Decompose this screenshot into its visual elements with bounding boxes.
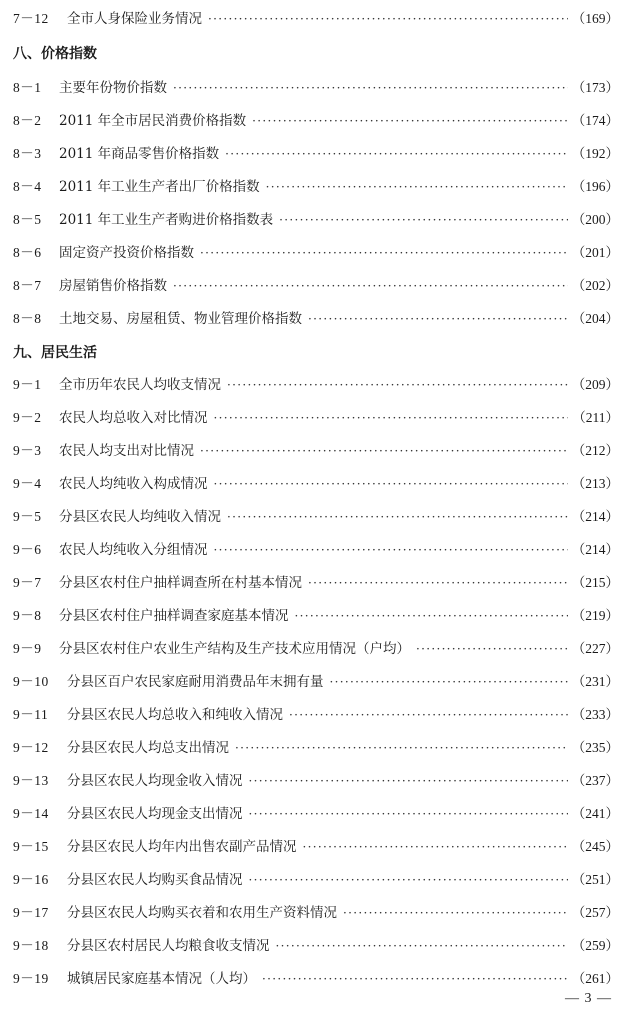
entry-page: （196） — [571, 179, 619, 194]
entry-title: 2011 年商品零售价格指数 — [59, 146, 220, 162]
entry-title: 房屋销售价格指数 — [59, 278, 167, 294]
dot-leader — [308, 572, 568, 594]
entry-title: 固定资产投资价格指数 — [59, 245, 194, 261]
dot-leader — [225, 143, 568, 165]
toc-entry[interactable] — [13, 539, 619, 561]
entry-title: 分县区农村住户抽样调查所在村基本情况 — [59, 575, 302, 591]
entry-page: （235） — [571, 740, 619, 755]
entry-page: （213） — [571, 476, 619, 491]
entry-title: 分县区农村居民人均粮食收支情况 — [67, 938, 270, 954]
entry-title: 2011 年工业生产者购进价格指数表 — [59, 212, 274, 228]
entry-number: 9－13 — [13, 773, 49, 788]
entry-page: （209） — [571, 377, 619, 392]
entry-page: （257） — [571, 905, 619, 920]
toc-entry[interactable] — [13, 110, 619, 132]
dot-leader — [200, 440, 568, 462]
entry-page: （192） — [571, 146, 619, 161]
dot-leader — [416, 638, 568, 660]
entry-title: 城镇居民家庭基本情况（人均） — [67, 971, 256, 987]
toc-entry[interactable] — [13, 506, 619, 528]
section-heading-resident-life: 九、居民生活 — [13, 345, 97, 361]
dot-leader — [249, 770, 568, 792]
entry-title: 2011 年工业生产者出厂价格指数 — [59, 179, 260, 195]
entry-number: 8－1 — [13, 80, 42, 95]
dot-leader — [208, 8, 568, 30]
entry-title: 分县区百户农民家庭耐用消费品年末拥有量 — [67, 674, 324, 690]
entry-number: 8－5 — [13, 212, 42, 227]
entry-page: （241） — [571, 806, 619, 821]
entry-title: 全市历年农民人均收支情况 — [59, 377, 221, 393]
entry-number: 9－12 — [13, 740, 49, 755]
entry-number: 8－2 — [13, 113, 42, 128]
entry-title: 分县区农民人均现金收入情况 — [67, 773, 243, 789]
toc-entry[interactable] — [13, 143, 619, 165]
toc-entry[interactable] — [13, 968, 619, 990]
toc-entry[interactable] — [13, 836, 619, 858]
entry-title: 农民人均纯收入分组情况 — [59, 542, 208, 558]
toc-entry[interactable] — [13, 308, 619, 330]
dot-leader — [173, 77, 568, 99]
toc-entry[interactable] — [13, 638, 619, 660]
toc-entry[interactable] — [13, 671, 619, 693]
entry-title: 分县区农民人均总支出情况 — [67, 740, 229, 756]
entry-number: 9－17 — [13, 905, 49, 920]
dot-leader — [173, 275, 568, 297]
toc-entry[interactable] — [13, 374, 619, 396]
entry-number: 9－19 — [13, 971, 49, 986]
entry-page: （245） — [571, 839, 619, 854]
toc-entry[interactable] — [13, 407, 619, 429]
entry-page: （261） — [571, 971, 619, 986]
entry-title: 农民人均纯收入构成情况 — [59, 476, 208, 492]
dot-leader — [266, 176, 568, 198]
toc-entry[interactable] — [13, 242, 619, 264]
dot-leader — [262, 968, 568, 990]
dot-leader — [200, 242, 568, 264]
entry-number: 9－3 — [13, 443, 42, 458]
entry-page: （211） — [572, 410, 619, 425]
dot-leader — [227, 374, 568, 396]
section-heading-price-index: 八、价格指数 — [13, 46, 97, 62]
entry-page: （174） — [571, 113, 619, 128]
entry-number: 9－5 — [13, 509, 42, 524]
entry-title: 土地交易、房屋租赁、物业管理价格指数 — [59, 311, 302, 327]
toc-entry[interactable] — [13, 77, 619, 99]
entry-page: （233） — [571, 707, 619, 722]
entry-page: （219） — [571, 608, 619, 623]
entry-page: （200） — [571, 212, 619, 227]
entry-title: 农民人均支出对比情况 — [59, 443, 194, 459]
entry-page: （202） — [571, 278, 619, 293]
toc-entry[interactable] — [13, 803, 619, 825]
entry-page: （215） — [571, 575, 619, 590]
dot-leader — [279, 209, 568, 231]
toc-entry[interactable] — [13, 275, 619, 297]
entry-page: （204） — [571, 311, 619, 326]
entry-page: （227） — [571, 641, 619, 656]
entry-number: 9－6 — [13, 542, 42, 557]
toc-entry[interactable] — [13, 605, 619, 627]
entry-number: 9－16 — [13, 872, 49, 887]
entry-number: 9－15 — [13, 839, 49, 854]
entry-number: 8－4 — [13, 179, 42, 194]
entry-number: 8－7 — [13, 278, 42, 293]
dot-leader — [249, 803, 568, 825]
page-number: — 3 — — [565, 991, 612, 1006]
entry-title: 全市人身保险业务情况 — [67, 11, 202, 27]
entry-page: （214） — [571, 542, 619, 557]
dot-leader — [249, 869, 568, 891]
dot-leader — [295, 605, 568, 627]
entry-title: 主要年份物价指数 — [59, 80, 167, 96]
entry-title: 2011 年全市居民消费价格指数 — [59, 113, 247, 129]
toc-entry[interactable] — [13, 704, 619, 726]
dot-leader — [227, 506, 568, 528]
entry-number: 9－2 — [13, 410, 42, 425]
dot-leader — [343, 902, 568, 924]
dot-leader — [276, 935, 568, 957]
entry-number: 8－8 — [13, 311, 42, 326]
entry-page: （237） — [571, 773, 619, 788]
entry-number: 8－6 — [13, 245, 42, 260]
entry-number: 7－12 — [13, 11, 49, 26]
entry-page: （259） — [571, 938, 619, 953]
toc-entry[interactable] — [13, 935, 619, 957]
entry-page: （169） — [571, 11, 619, 26]
toc-entry[interactable] — [13, 572, 619, 594]
entry-title: 分县区农民人均纯收入情况 — [59, 509, 221, 525]
entry-title: 分县区农民人均现金支出情况 — [67, 806, 243, 822]
entry-title: 农民人均总收入对比情况 — [59, 410, 208, 426]
entry-number: 9－9 — [13, 641, 42, 656]
dot-leader — [214, 539, 568, 561]
dot-leader — [289, 704, 568, 726]
dot-leader — [308, 308, 568, 330]
entry-number: 9－14 — [13, 806, 49, 821]
entry-page: （231） — [571, 674, 619, 689]
dot-leader — [330, 671, 568, 693]
entry-page: （251） — [571, 872, 619, 887]
entry-number: 9－11 — [13, 707, 49, 722]
entry-title: 分县区农民人均年内出售农副产品情况 — [67, 839, 297, 855]
entry-page: （173） — [571, 80, 619, 95]
toc-entry[interactable] — [13, 209, 619, 231]
entry-number: 8－3 — [13, 146, 42, 161]
entry-number: 9－10 — [13, 674, 49, 689]
dot-leader — [252, 110, 568, 132]
entry-page: （212） — [571, 443, 619, 458]
entry-number: 9－4 — [13, 476, 42, 491]
entry-title: 分县区农民人均总收入和纯收入情况 — [67, 707, 283, 723]
entry-title: 分县区农村住户农业生产结构及生产技术应用情况（户均） — [59, 641, 410, 657]
entry-title: 分县区农村住户抽样调查家庭基本情况 — [59, 608, 289, 624]
entry-page: （214） — [571, 509, 619, 524]
toc-entry[interactable] — [13, 902, 619, 924]
dot-leader — [303, 836, 568, 858]
toc-entry[interactable] — [13, 869, 619, 891]
dot-leader — [214, 407, 569, 429]
toc-entry[interactable] — [13, 737, 619, 759]
toc-entry[interactable] — [13, 770, 619, 792]
dot-leader — [214, 473, 568, 495]
toc-entry[interactable] — [13, 473, 619, 495]
entry-number: 9－1 — [13, 377, 42, 392]
entry-number: 9－8 — [13, 608, 42, 623]
entry-number: 9－7 — [13, 575, 42, 590]
entry-title: 分县区农民人均购买食品情况 — [67, 872, 243, 888]
entry-title: 分县区农民人均购买衣着和农用生产资料情况 — [67, 905, 337, 921]
toc-entry[interactable] — [13, 176, 619, 198]
toc-entry[interactable] — [13, 440, 619, 462]
dot-leader — [235, 737, 568, 759]
entry-page: （201） — [571, 245, 619, 260]
toc-entry[interactable] — [13, 8, 619, 30]
entry-number: 9－18 — [13, 938, 49, 953]
